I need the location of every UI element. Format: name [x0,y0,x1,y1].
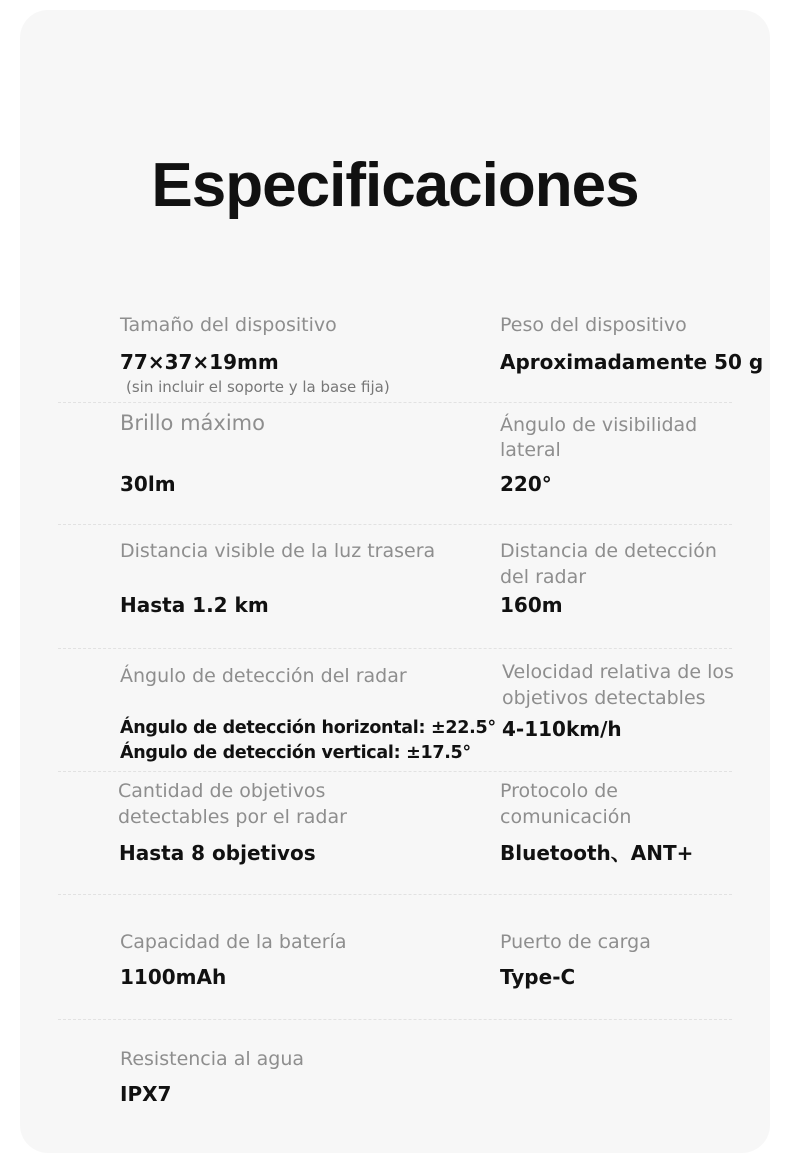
radar-angle-label: Ángulo de detección del radar [120,665,407,687]
battery-value: 1100mAh [120,965,227,989]
divider [58,1019,732,1020]
page-title: Especificaciones [151,151,639,220]
side-angle-label-line1: Ángulo de visibilidad [500,414,698,436]
radar-angle-horizontal-value: Ángulo de detección horizontal: ±22.5° [120,718,496,738]
radar-distance-value: 160m [500,593,563,617]
weight-label: Peso del dispositivo [500,314,687,336]
brightness-label: Brillo máximo [120,411,265,435]
water-label: Resistencia al agua [120,1048,305,1070]
weight-value: Aproximadamente 50 g [500,350,764,374]
size-label: Tamaño del dispositivo [120,314,337,336]
protocol-label-line2: comunicación [500,806,632,828]
brightness-value: 30lm [120,472,176,496]
relative-speed-label-line2: objetivos detectables [502,687,706,709]
divider [58,648,732,649]
radar-distance-label-line2: del radar [500,566,587,588]
relative-speed-label-line1: Velocidad relativa de los [502,661,734,683]
divider [58,894,732,895]
radar-distance-label-line1: Distancia de detección [500,540,717,562]
side-angle-label-line2: lateral [500,439,561,461]
visible-distance-value: Hasta 1.2 km [120,593,269,617]
visible-distance-label: Distancia visible de la luz trasera [120,540,436,562]
divider [58,402,732,403]
radar-angle-vertical-value: Ángulo de detección vertical: ±17.5° [120,743,471,763]
target-count-value: Hasta 8 objetivos [119,841,316,865]
size-note: (sin incluir el soporte y la base fija) [126,378,390,396]
charge-port-label: Puerto de carga [500,931,651,953]
target-count-label-line1: Cantidad de objetivos [118,780,326,802]
relative-speed-value: 4-110km/h [502,717,622,741]
side-angle-value: 220° [500,472,552,496]
target-count-label-line2: detectables por el radar [118,806,347,828]
protocol-label-line1: Protocolo de [500,780,618,802]
charge-port-value: Type-C [500,965,576,989]
divider [58,524,732,525]
protocol-value: Bluetooth、ANT+ [500,841,694,865]
divider [58,771,732,772]
battery-label: Capacidad de la batería [120,931,347,953]
size-value: 77×37×19mm [120,350,279,374]
water-value: IPX7 [120,1082,172,1106]
